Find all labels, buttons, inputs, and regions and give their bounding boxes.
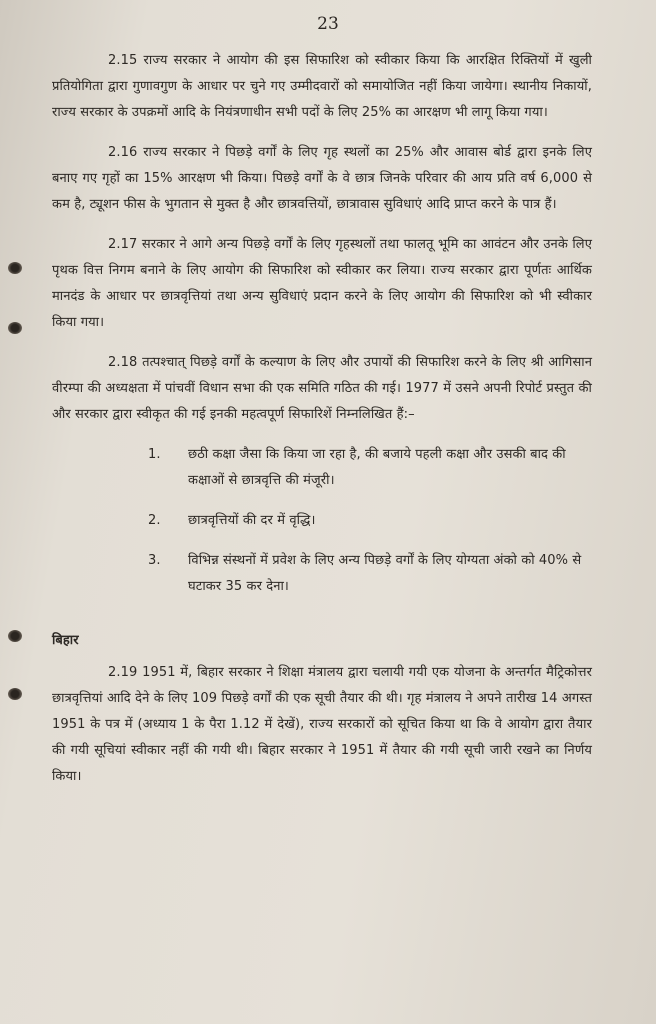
section-heading: बिहार (52, 633, 79, 648)
list-item-text: छठी कक्षा जैसा कि किया जा रहा है, की बजाये पहली कक्षा और उसकी बाद की कक्षाओं से छात्रवृत्ति की मंजूरी। (188, 447, 566, 488)
page-content (52, 48, 592, 804)
paragraph-number: 2.17 (108, 237, 138, 252)
list-item-number: 3. (148, 553, 161, 568)
list-item (52, 548, 592, 600)
paragraph-text: 1951 में, बिहार सरकार ने शिक्षा मंत्रालय द्वारा चलायी गयी एक योजना के अन्तर्गत मैट्रिकोत्तर छात्रवृत्तियां आदि देने के लिए 109 पिछड़े वर्गों की एक सूची तैयार की थी। गृह मंत्रालय ने अपने तारीख 14 अगस्त 1951 के पत्र में (अध्याय 1 के पैरा 1.12 में देखें), राज्य सरकारों को सूचित किया था कि वे आयोग द्वारा तैयार की गयी सूचियां स्वीकार नहीं की गयी थी। बिहार सरकार ने 1951 में तैयार की गयी सूची जारी रखने का निर्णय किया। (52, 665, 593, 784)
list-item-text: विभिन्न संस्थनों में प्रवेश के लिए अन्य पिछड़े वर्गों के लिए योग्यता अंको को 40% से घटाकर 35 कर देना। (188, 553, 582, 594)
list-item (52, 508, 592, 534)
paragraph-number: 2.15 (108, 53, 138, 68)
list-item (52, 442, 592, 494)
binder-hole (8, 322, 22, 334)
binder-hole (8, 688, 22, 700)
paragraph-2-16 (52, 140, 592, 218)
paragraph-text: सरकार ने आगे अन्य पिछड़े वर्गों के लिए गृहस्थलों तथा फालतू भूमि का आवंटन और उनके लिए पृथक वित्त निगम बनाने के लिए आयोग की सिफारिश को स्वीकार कर लिया। राज्य सरकार द्वारा पूर्णतः आर्थिक मानदंड के आधार पर छात्रवृत्तियां तथा अन्य सुविधाएं प्रदान करने के लिए आयोग की सिफारिश को भी स्वीकार किया गया। (52, 237, 592, 330)
paragraph-number: 2.19 (108, 665, 138, 680)
page-number: 23 (317, 14, 339, 34)
recommendations-list (52, 442, 592, 600)
list-item-text: छात्रवृत्तियों की दर में वृद्धि। (188, 513, 316, 528)
list-item-number: 2. (148, 513, 161, 528)
binder-hole (8, 630, 22, 642)
paragraph-number: 2.16 (108, 145, 138, 160)
paragraph-number: 2.18 (108, 355, 138, 370)
paragraph-text: राज्य सरकार ने पिछड़े वर्गों के लिए गृह स्थलों का 25% और आवास बोर्ड द्वारा इनके लिए बनाए गए गृहों का 15% आरक्षण भी किया। पिछड़े वर्गों के वे छात्र जिनके परिवार की आय प्रति वर्ष 6,000 से कम है, ट्यूशन फीस के भुगतान से मुक्त है और छात्रवत्तियों, छात्रावास सुविधाएं आदि प्राप्त करने के पात्र हैं। (52, 145, 592, 212)
binder-hole (8, 262, 22, 274)
paragraph-2-18 (52, 350, 592, 428)
paragraph-2-17 (52, 232, 592, 336)
list-item-number: 1. (148, 447, 161, 462)
paragraph-2-15 (52, 48, 592, 126)
paragraph-text: राज्य सरकार ने आयोग की इस सिफारिश को स्वीकार किया कि आरक्षित रिक्तियों में खुली प्रतियोगिता द्वारा गुणावगुण के आधार पर चुने गए उम्मीदवारों को समायोजित नहीं किया जायेगा। स्थानीय निकायों, राज्य सरकार के उपक्रमों आदि के नियंत्रणाधीन सभी पदों के लिए 25% का आरक्षण भी लागू किया गया। (52, 53, 593, 120)
paragraph-2-19 (52, 660, 592, 790)
paragraph-text: तत्पश्चात् पिछड़े वर्गों के कल्याण के लिए और उपायों की सिफारिश करने के लिए श्री आगिसान वीरम्पा की अध्यक्षता में पांचवीं विधान सभा की एक समिति गठित की गई। 1977 में उसने अपनी रिपोर्ट प्रस्तुत की और सरकार द्वारा स्वीकृत की गई इनकी महत्वपूर्ण सिफारिशें निम्नलिखित हैं:– (52, 355, 593, 422)
